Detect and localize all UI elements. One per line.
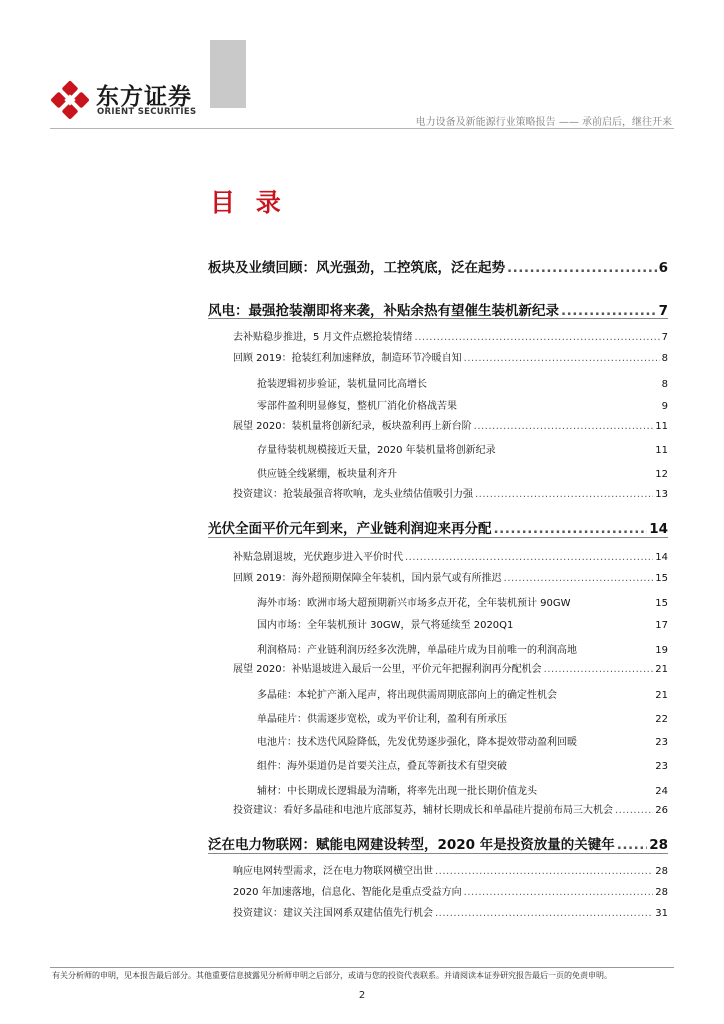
- toc-subsection[interactable]: [233, 328, 668, 343]
- toc-page-number: 6: [658, 260, 668, 276]
- toc-page-number: 23: [655, 761, 668, 772]
- toc-page-number: 17: [655, 620, 668, 631]
- brand-name-en: ORIENT SECURITIES: [97, 107, 197, 117]
- toc-subsubsection[interactable]: [257, 782, 668, 797]
- page-number: 2: [358, 990, 366, 1001]
- toc-page-number: 8: [661, 379, 668, 390]
- toc-subsection-text: 投资建议：建议关注国网系双建估值先行机会: [233, 908, 433, 919]
- toc-subsubsection[interactable]: [257, 465, 668, 480]
- toc-subsection-text: 回顾 2019：海外超预期保障全年装机，国内景气或有所推迟: [233, 573, 502, 584]
- section-divider: [208, 853, 668, 854]
- toc-subsubsection-text: 零部件盈利明显修复，整机厂消化价格战苦果: [257, 401, 457, 412]
- toc-page-number: 12: [655, 469, 668, 480]
- toc-subsubsection[interactable]: [257, 397, 668, 412]
- toc-page-number: 24: [655, 786, 668, 797]
- toc-subsubsection-text: 单晶硅片：供需逐步宽松，或为平价让利，盈利有所承压: [257, 714, 507, 725]
- toc-subsection[interactable]: [233, 801, 668, 816]
- toc-page-number: 11: [655, 445, 668, 456]
- dot-leader: [504, 573, 654, 583]
- toc-page-number: 21: [655, 690, 668, 701]
- toc-page-number: 28: [655, 866, 668, 877]
- toc-section[interactable]: [208, 517, 668, 537]
- toc-subsection[interactable]: [233, 904, 668, 919]
- toc-subsubsection[interactable]: [257, 594, 668, 609]
- toc-page-number: 21: [655, 664, 668, 675]
- toc-page-number: 13: [655, 489, 668, 500]
- toc-subsection-text: 去补贴稳步推进，5 月文件点燃抢装情绪: [233, 332, 413, 343]
- toc-page-number: 7: [658, 303, 668, 319]
- header-divider: [50, 128, 674, 129]
- toc-subsubsection[interactable]: [257, 757, 668, 772]
- footer-divider: [50, 967, 674, 968]
- toc-subsubsection[interactable]: [257, 375, 668, 390]
- toc-page-number: 31: [655, 908, 668, 919]
- dot-leader: [405, 552, 653, 562]
- toc-page-number: 26: [655, 805, 668, 816]
- toc-subsubsection-text: 多晶硅：本轮扩产渐入尾声，将出现供需周期底部向上的确定性机会: [257, 690, 557, 701]
- toc-subsubsection-text: 辅材：中长期成长逻辑最为清晰，将率先出现一批长期价值龙头: [257, 786, 537, 797]
- toc-subsubsection-text: 电池片：技术迭代风险降低，先发优势逐步强化，降本提效带动盈利回暖: [257, 737, 577, 748]
- toc-section-text: 光伏全面平价元年到来，产业链利润迎来再分配: [208, 521, 492, 537]
- toc-subsection-text: 投资建议：看好多晶硅和电池片底部复苏，辅材长期成长和单晶硅片提前布局三大机会: [233, 805, 613, 816]
- toc-subsubsection[interactable]: [257, 733, 668, 748]
- toc-subsection[interactable]: [233, 883, 668, 898]
- dot-leader: [475, 489, 653, 499]
- toc-subsection[interactable]: [233, 548, 668, 563]
- toc-subsection[interactable]: [233, 862, 668, 877]
- header-grey-block: [210, 40, 246, 108]
- toc-subsection-text: 展望 2020：补贴退坡进入最后一公里，平价元年把握利润再分配机会: [233, 664, 542, 675]
- dot-leader: [507, 260, 657, 274]
- toc-subsubsection-text: 海外市场：欧洲市场大超预期新兴市场多点开花，全年装机预计 90GW: [257, 598, 571, 609]
- toc-page-number: 15: [655, 598, 668, 609]
- dot-leader: [464, 887, 654, 897]
- dot-leader: [474, 421, 654, 431]
- toc-subsection-text: 补贴急剧退坡，光伏跑步进入平价时代: [233, 552, 403, 563]
- toc-page-number: 14: [649, 521, 668, 537]
- footer-disclaimer: 有关分析师的申明，见本报告最后部分。其他重要信息披露见分析师申明之后部分，或请与您的投资代表联系。并请阅读本证券研究报告最后一页的免责申明。: [52, 971, 612, 980]
- toc-page-number: 22: [655, 714, 668, 725]
- toc-page-number: 15: [655, 573, 668, 584]
- toc-subsection-text: 响应电网转型需求，泛在电力物联网横空出世: [233, 866, 433, 877]
- toc-section[interactable]: [208, 256, 668, 276]
- toc-section[interactable]: [208, 299, 668, 319]
- toc-subsection[interactable]: [233, 569, 668, 584]
- section-divider: [208, 537, 668, 538]
- toc-subsubsection-text: 存量待装机规模接近天量，2020 年装机量将创新纪录: [257, 445, 496, 456]
- toc-subsubsection[interactable]: [257, 686, 668, 701]
- toc-subsection[interactable]: [233, 417, 668, 432]
- toc-page-number: 11: [655, 421, 668, 432]
- toc-section-text: 板块及业绩回顾：风光强劲，工控筑底，泛在起势: [208, 260, 505, 276]
- toc-page-number: 7: [661, 332, 668, 343]
- toc-subsubsection-text: 国内市场：全年装机预计 30GW，景气将延续至 2020Q1: [257, 620, 514, 631]
- toc-subsubsection-text: 供应链全线紧绷，板块量利齐升: [257, 469, 397, 480]
- dot-leader: [435, 866, 653, 876]
- toc-page-number: 23: [655, 737, 668, 748]
- toc-subsubsection[interactable]: [257, 616, 668, 631]
- toc-subsection-text: 展望 2020：装机量将创新纪录，板块盈利再上新台阶: [233, 421, 472, 432]
- dot-leader: [494, 521, 648, 535]
- dot-leader: [415, 332, 660, 342]
- toc-page-number: 14: [655, 552, 668, 563]
- toc-page-number: 19: [655, 645, 668, 656]
- toc-subsection-text: 回顾 2019：抢装红利加速释放，制造环节冷暖自知: [233, 353, 462, 364]
- toc-section-text: 风电：最强抢装潮即将来袭，补贴余热有望催生装机新纪录: [208, 303, 559, 319]
- dot-leader: [544, 664, 654, 674]
- toc-subsubsection[interactable]: [257, 441, 668, 456]
- brand-name-cn: 东方证券: [96, 84, 192, 110]
- dot-leader: [435, 908, 653, 918]
- toc-subsection[interactable]: [233, 349, 668, 364]
- toc-page-number: 9: [661, 401, 668, 412]
- toc-section-text: 泛在电力物联网：赋能电网建设转型，2020 年是投资放量的关键年: [208, 837, 615, 853]
- toc-subsubsection-text: 抢装逻辑初步验证，装机量同比高增长: [257, 379, 427, 390]
- toc-subsubsection-text: 组件：海外渠道仍是首要关注点，叠瓦等新技术有望突破: [257, 761, 507, 772]
- toc-page-number: 28: [655, 887, 668, 898]
- toc-subsection[interactable]: [233, 660, 668, 675]
- toc-heading: 目 录: [210, 188, 287, 217]
- toc-page-number: 28: [649, 837, 668, 853]
- toc-page-number: 8: [661, 353, 668, 364]
- dot-leader: [561, 303, 657, 317]
- toc-subsection[interactable]: [233, 485, 668, 500]
- dot-leader: [617, 837, 647, 851]
- dot-leader: [464, 353, 660, 363]
- toc-subsubsection[interactable]: [257, 710, 668, 725]
- toc-section[interactable]: [208, 833, 668, 853]
- report-title: 电力设备及新能源行业策略报告 —— 承前启后，继往开来: [415, 117, 672, 128]
- orient-logo-icon: [50, 80, 90, 120]
- toc-subsection-text: 投资建议：抢装最强音将吹响，龙头业绩估值吸引力强: [233, 489, 473, 500]
- dot-leader: [615, 805, 653, 815]
- toc-subsubsection[interactable]: [257, 641, 668, 656]
- toc-subsection-text: 2020 年加速落地，信息化、智能化是重点受益方向: [233, 887, 462, 898]
- toc-subsubsection-text: 利润格局：产业链利润历经多次洗牌，单晶硅片成为目前唯一的利润高地: [257, 645, 577, 656]
- brand-logo: [50, 78, 210, 120]
